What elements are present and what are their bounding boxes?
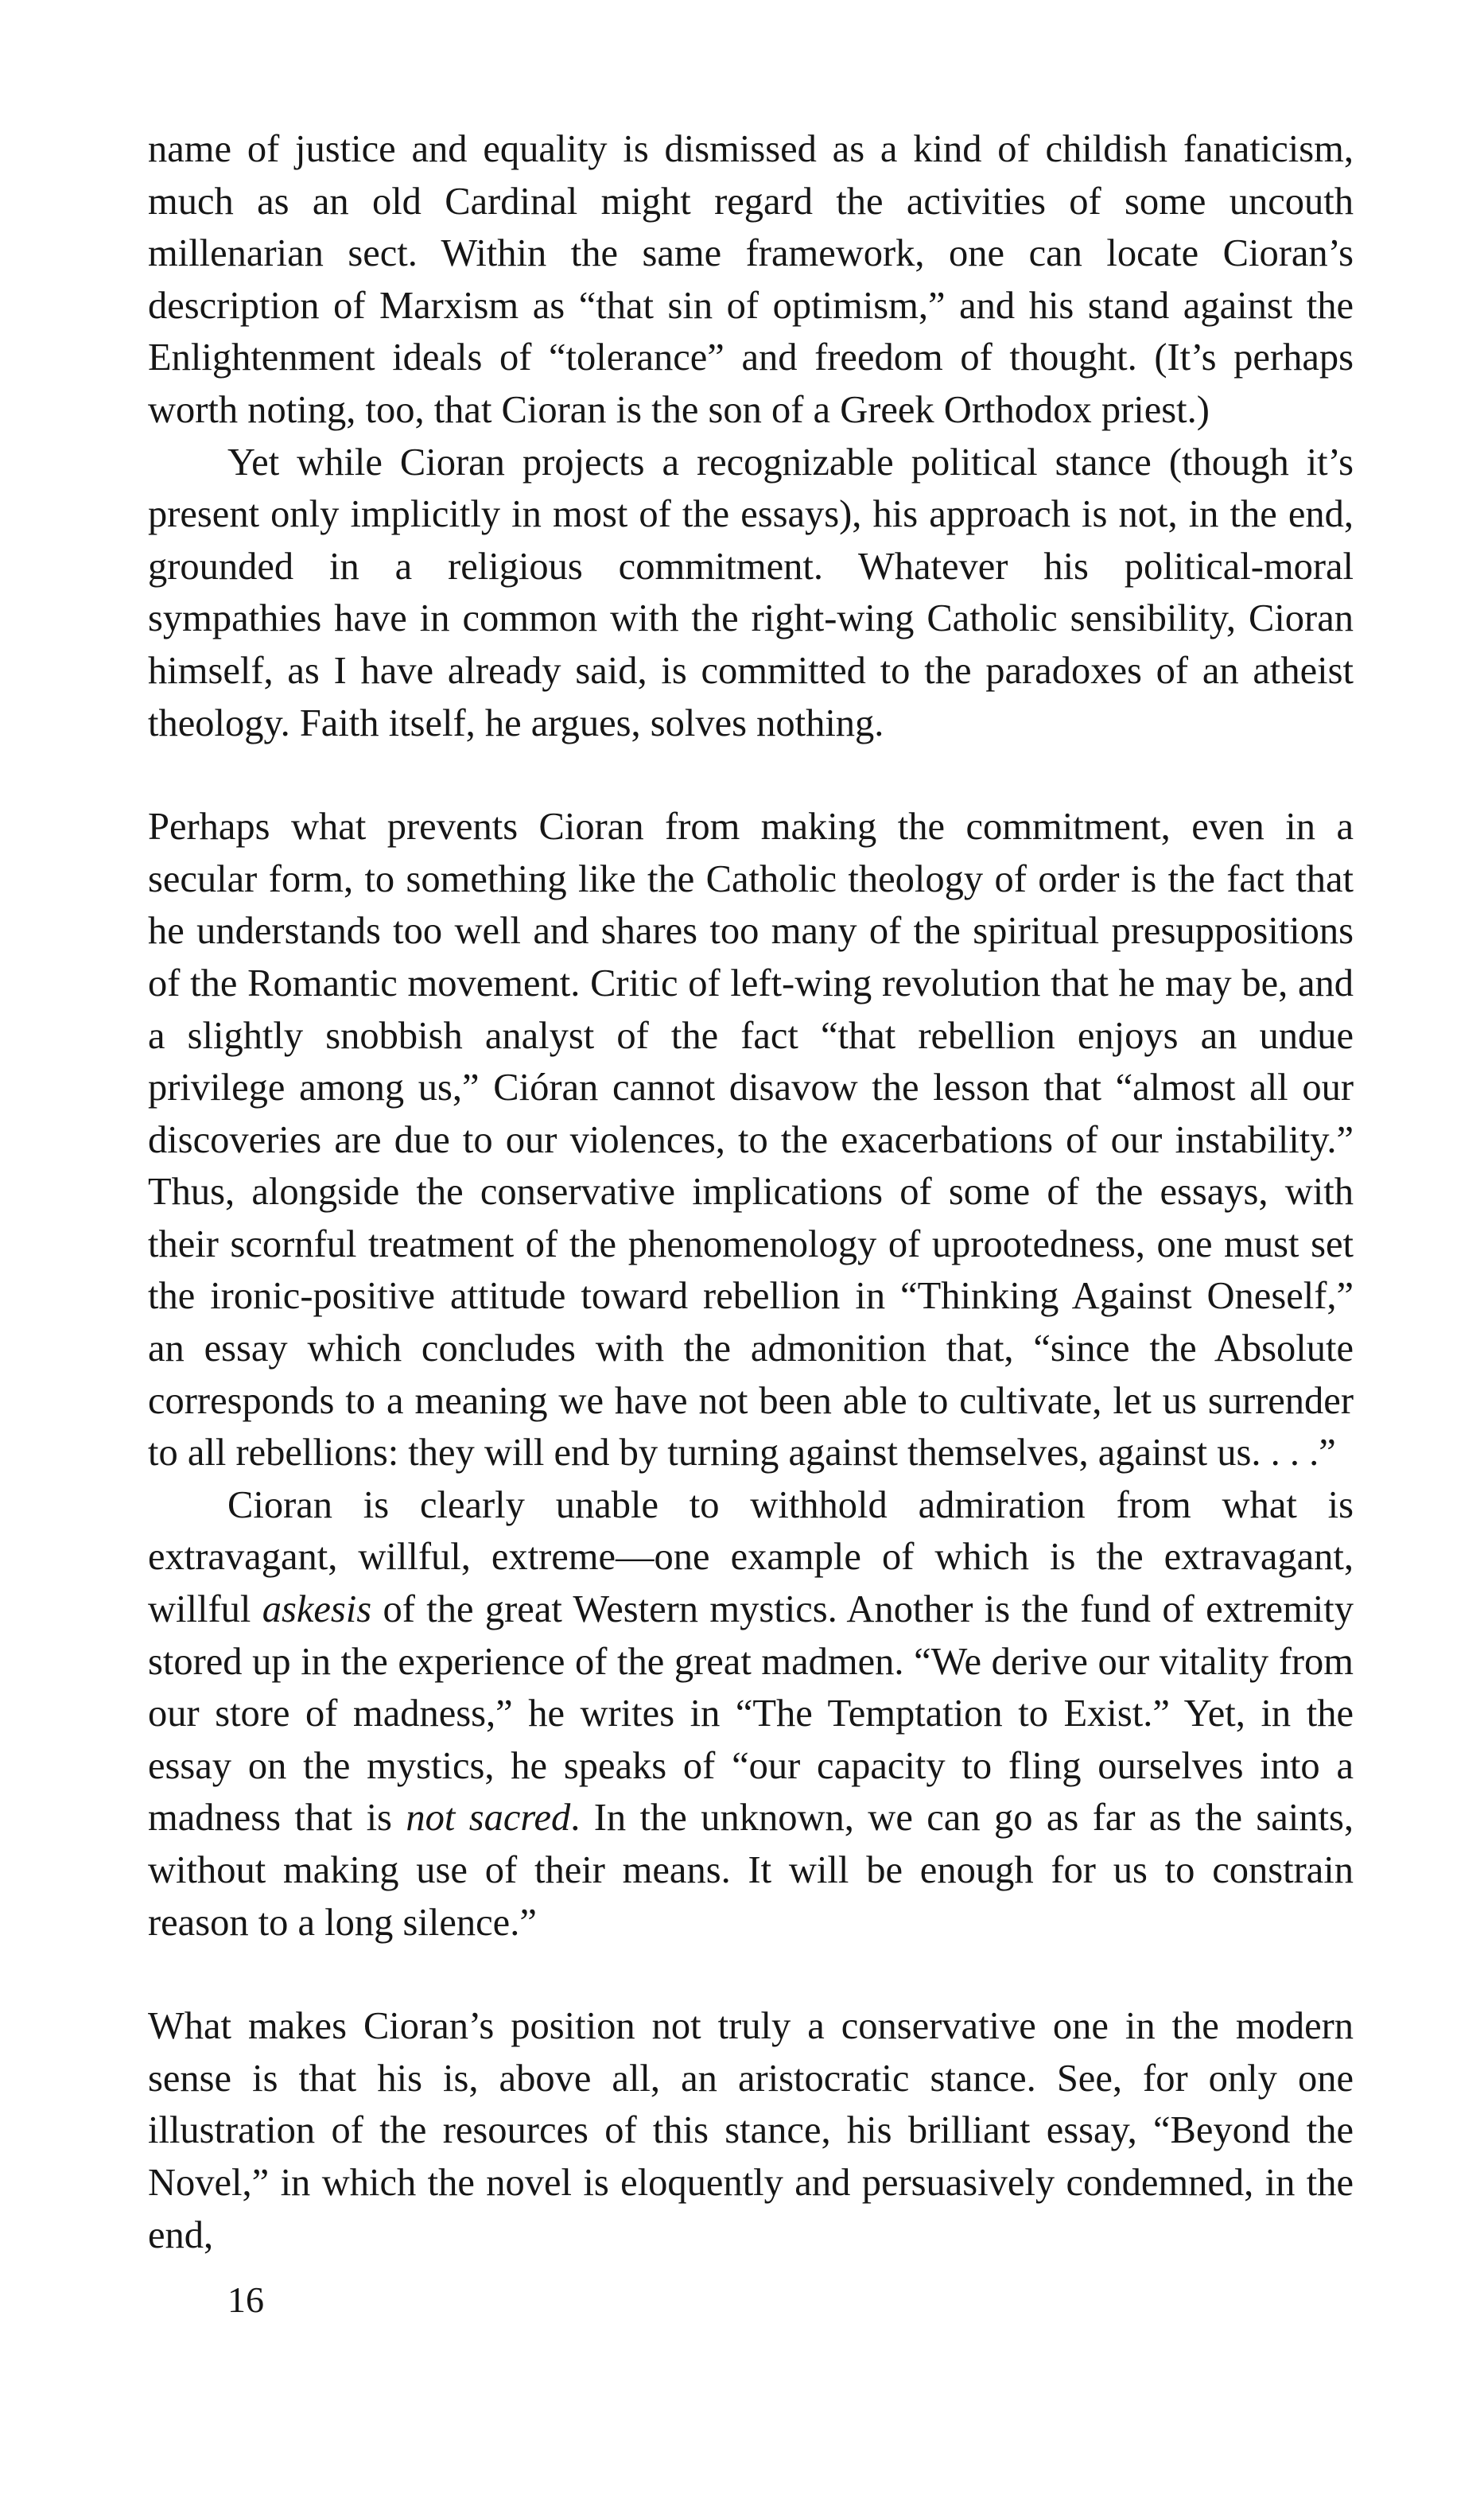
italic-askesis: askesis	[262, 1588, 372, 1631]
paragraph-4-part-3: . In the unknown, we can go as far as the saints, without making use of their means. It will be enough for us to constrain reason to a long silence.”	[148, 1797, 1354, 1944]
section-break	[148, 749, 1354, 801]
paragraph-4	[148, 1479, 1354, 1949]
body-text	[148, 123, 1354, 2261]
paragraph-4-part-2: of the great Western mystics. Another is the fund of extremity stored up in the experience of the great madmen. “We derive our vitality from our store of madness,” he writes in “The Temptation to Exist.” Yet, in the essay on the mystics, he speaks of “our capacity to fling ourselves into a madness that is	[148, 1588, 1354, 1840]
paragraph-4-part-1: Cioran is clearly unable to withhold admiration from what is extravagant, willful, extreme—one example of which is the extravagant, willful	[148, 1483, 1354, 1631]
paragraph-5: What makes Cioran’s position not truly a conservative one in the modern sense is that his is, above all, an aristocratic stance. See, for only one illustration of the resources of this stance, his brilliant essay, “Beyond the Novel,” in which the novel is eloquently and persuasively condemned, in the end,	[148, 2005, 1354, 2256]
page-number: 16	[227, 2279, 264, 2320]
paragraph-3: Perhaps what prevents Cioran from making the commitment, even in a secular form, to something like the Catholic theology of order is the fact that he understands too well and shares too many of the spiritual presuppositions of the Romantic movement. Critic of left-wing revolution that he may be, and a slightly snobbish analyst of the fact “that rebellion enjoys an undue privilege among us,” Cióran cannot disavow the lesson that “almost all our discoveries are due to our violences, to the exacerbations of our instability.” Thus, alongside the conservative implications of some of the essays, with their scornful treatment of the phenomenology of uprootedness, one must set the ironic-positive attitude toward rebellion in “Thinking Against Oneself,” an essay which concludes with the admonition that, “since the Absolute corresponds to a meaning we have not been able to cultivate, let us surrender to all rebellions: they will end by turning against themselves, against us. . . .”	[148, 806, 1354, 1475]
italic-not-sacred: not sacred	[406, 1797, 571, 1840]
paragraph-2: Yet while Cioran projects a recognizable political stance (though it’s present only implicitly in most of the essays), his approach is not, in the end, grounded in a religious commitment. Whatever his political-moral sympathies have in common with the right-wing Catholic sensibility, Cioran himself, as I have already said, is committed to the paradoxes of an atheist theology. Faith itself, he argues, solves nothing.	[148, 441, 1354, 744]
paragraph-1: name of justice and equality is dismissed as a kind of childish fanaticism, much as an old Cardinal might regard the activities of some uncouth millenarian sect. Within the same framework, one can locate Cioran’s description of Marxism as “that sin of optimism,” and his stand against the Enlightenment ideals of “tolerance” and freedom of thought. (It’s perhaps worth noting, too, that Cioran is the son of a Greek Orthodox priest.)	[148, 128, 1354, 431]
section-break	[148, 1949, 1354, 2000]
